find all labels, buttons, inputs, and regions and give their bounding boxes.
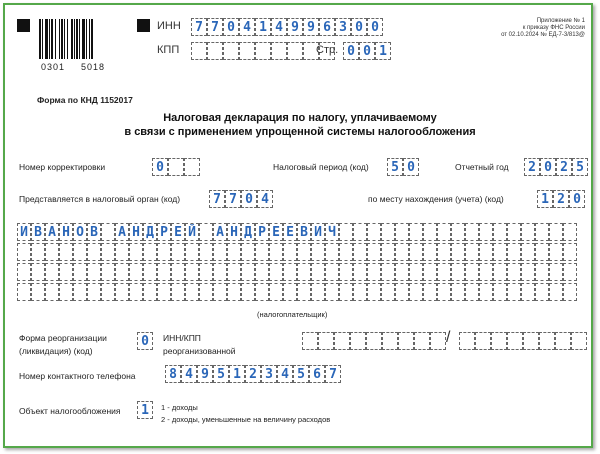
reorg-kpp-field[interactable]: [459, 332, 587, 350]
name-cell: [479, 283, 493, 301]
name-cell: [199, 283, 213, 301]
digit-cell: 4: [181, 365, 197, 383]
digit-cell: 3: [261, 365, 277, 383]
name-cell: А: [115, 223, 129, 241]
name-cell: [479, 243, 493, 261]
name-cell: [31, 243, 45, 261]
name-cell: [535, 263, 549, 281]
empty-cell: [366, 332, 382, 350]
name-cell: [227, 283, 241, 301]
name-cell: [241, 243, 255, 261]
name-cell: [563, 283, 577, 301]
digit-cell: 0: [343, 42, 359, 60]
name-cell: [297, 283, 311, 301]
name-cell: [325, 283, 339, 301]
name-cell: [451, 263, 465, 281]
empty-cell: [398, 332, 414, 350]
name-cell: [395, 283, 409, 301]
name-cell: А: [45, 223, 59, 241]
name-cell: [339, 283, 353, 301]
name-cell: [59, 283, 73, 301]
name-cell: [255, 283, 269, 301]
page-label: Стр.: [316, 44, 339, 56]
name-cell: [423, 223, 437, 241]
reorg-label-line2: (ликвидация) (код): [19, 346, 93, 356]
name-cell: [367, 223, 381, 241]
name-cell: Ч: [325, 223, 339, 241]
page-field[interactable]: [343, 42, 391, 60]
correction-field[interactable]: [152, 158, 200, 176]
knd-code: Форма по КНД 1152017: [37, 95, 133, 105]
inn-kpp-label-line1: ИНН/КПП: [163, 333, 201, 343]
digit-cell: 4: [239, 18, 255, 36]
name-cell: [409, 283, 423, 301]
name-cell: [521, 243, 535, 261]
name-cell: [353, 283, 367, 301]
name-cell: [297, 263, 311, 281]
name-cell: [451, 243, 465, 261]
name-cell: [535, 223, 549, 241]
name-cell: [437, 283, 451, 301]
name-cell: [269, 243, 283, 261]
name-cell: И: [17, 223, 31, 241]
digit-cell: 0: [569, 190, 585, 208]
name-cell: Р: [157, 223, 171, 241]
name-cell: [115, 263, 129, 281]
digit-cell: 0: [403, 158, 419, 176]
name-cell: [255, 243, 269, 261]
name-cell: [535, 283, 549, 301]
digit-cell: 7: [225, 190, 241, 208]
name-cell: [227, 263, 241, 281]
name-cell: [423, 263, 437, 281]
digit-cell: 1: [229, 365, 245, 383]
period-label: Налоговый период (код): [273, 162, 369, 172]
name-cell: [241, 283, 255, 301]
taxpayer-name-field[interactable]: [17, 223, 577, 303]
object-option-2: 2 - доходы, уменьшенные на величину расходов: [161, 415, 331, 424]
digit-cell: 2: [556, 158, 572, 176]
name-cell: [493, 283, 507, 301]
name-cell: [465, 223, 479, 241]
name-cell: В: [297, 223, 311, 241]
name-cell: [17, 283, 31, 301]
inn-kpp-label-line2: реорганизованной: [163, 346, 236, 356]
name-cell: [521, 223, 535, 241]
name-cell: [563, 223, 577, 241]
name-cell: [339, 243, 353, 261]
name-cell: [563, 243, 577, 261]
name-cell: [395, 223, 409, 241]
name-cell: [409, 243, 423, 261]
name-cell: Н: [59, 223, 73, 241]
name-grid-row: [17, 283, 577, 301]
name-cell: [409, 263, 423, 281]
digit-cell: 1: [537, 190, 553, 208]
name-cell: [213, 243, 227, 261]
digit-cell: 4: [257, 190, 273, 208]
period-field[interactable]: [387, 158, 419, 176]
name-cell: [423, 243, 437, 261]
reorg-inn-field[interactable]: [302, 332, 446, 350]
name-cell: [381, 243, 395, 261]
name-grid-row: [17, 243, 577, 261]
digit-cell: [255, 42, 271, 60]
digit-cell: 1: [255, 18, 271, 36]
name-cell: [535, 243, 549, 261]
appendix-line3: от 02.10.2024 № ЕД-7-3/813@: [501, 32, 585, 38]
name-cell: [87, 243, 101, 261]
digit-cell: [271, 42, 287, 60]
name-cell: [521, 283, 535, 301]
name-cell: [45, 243, 59, 261]
name-cell: [45, 263, 59, 281]
name-cell: [451, 283, 465, 301]
name-cell: [213, 283, 227, 301]
name-cell: [269, 263, 283, 281]
name-cell: [143, 283, 157, 301]
digit-cell: 6: [309, 365, 325, 383]
name-cell: [409, 223, 423, 241]
name-cell: [101, 283, 115, 301]
barcode: [39, 19, 115, 59]
name-cell: [255, 263, 269, 281]
empty-cell: [382, 332, 398, 350]
digit-cell: 2: [553, 190, 569, 208]
name-cell: [101, 243, 115, 261]
name-cell: [521, 263, 535, 281]
inn-label: ИНН: [157, 20, 181, 32]
name-cell: [283, 283, 297, 301]
name-cell: [199, 263, 213, 281]
object-option-1: 1 - доходы: [161, 403, 198, 412]
name-cell: [507, 243, 521, 261]
name-cell: [353, 243, 367, 261]
name-cell: [493, 223, 507, 241]
name-cell: [73, 263, 87, 281]
name-cell: А: [213, 223, 227, 241]
object-label: Объект налогообложения: [19, 406, 121, 416]
name-cell: [339, 223, 353, 241]
name-cell: [381, 223, 395, 241]
name-grid-row: [17, 223, 577, 241]
name-cell: [493, 263, 507, 281]
name-cell: [451, 223, 465, 241]
name-cell: [437, 243, 451, 261]
name-cell: [157, 243, 171, 261]
digit-cell: 7: [191, 18, 207, 36]
name-cell: [549, 243, 563, 261]
name-cell: [17, 263, 31, 281]
name-cell: [73, 243, 87, 261]
name-cell: [31, 283, 45, 301]
name-cell: Н: [129, 223, 143, 241]
name-cell: [311, 243, 325, 261]
name-cell: [465, 263, 479, 281]
name-cell: [465, 283, 479, 301]
digit-cell: 8: [165, 365, 181, 383]
digit-cell: [191, 42, 207, 60]
name-cell: Д: [143, 223, 157, 241]
empty-cell: [539, 332, 555, 350]
digit-cell: 9: [287, 18, 303, 36]
name-cell: [129, 243, 143, 261]
empty-cell: [414, 332, 430, 350]
name-cell: [367, 243, 381, 261]
empty-cell: [507, 332, 523, 350]
digit-cell: 9: [303, 18, 319, 36]
name-cell: В: [31, 223, 45, 241]
name-cell: [157, 283, 171, 301]
name-cell: [507, 263, 521, 281]
digit-cell: [168, 158, 184, 176]
name-cell: [395, 243, 409, 261]
empty-cell: [523, 332, 539, 350]
name-cell: [143, 243, 157, 261]
name-cell: [381, 283, 395, 301]
name-cell: [101, 263, 115, 281]
name-cell: [381, 263, 395, 281]
digit-cell: 0: [223, 18, 239, 36]
digit-cell: 0: [359, 42, 375, 60]
name-cell: О: [73, 223, 87, 241]
name-cell: Н: [227, 223, 241, 241]
location-field[interactable]: [537, 190, 585, 208]
digit-cell: 5: [293, 365, 309, 383]
authority-label: Представляется в налоговый орган (код): [19, 194, 181, 204]
empty-cell: [571, 332, 587, 350]
digit-cell: [239, 42, 255, 60]
location-label: по месту нахождения (учета) (код): [368, 194, 504, 204]
name-cell: [311, 283, 325, 301]
name-cell: Е: [269, 223, 283, 241]
inn-kpp-separator: /: [446, 329, 451, 346]
digit-cell: 6: [319, 18, 335, 36]
name-cell: [59, 243, 73, 261]
digit-cell: 1: [137, 401, 153, 419]
name-cell: [73, 283, 87, 301]
reorg-label-line1: Форма реорганизации: [19, 333, 107, 343]
digit-cell: 0: [241, 190, 257, 208]
name-cell: Е: [171, 223, 185, 241]
name-cell: [479, 223, 493, 241]
name-cell: [87, 263, 101, 281]
digit-cell: 2: [524, 158, 540, 176]
name-cell: Е: [283, 223, 297, 241]
name-cell: [115, 283, 129, 301]
name-cell: [507, 223, 521, 241]
digit-cell: 4: [271, 18, 287, 36]
name-cell: [31, 263, 45, 281]
digit-cell: 0: [137, 332, 153, 350]
name-cell: [549, 223, 563, 241]
name-cell: [283, 263, 297, 281]
name-cell: [339, 263, 353, 281]
digit-cell: 7: [325, 365, 341, 383]
name-cell: Д: [241, 223, 255, 241]
name-cell: [297, 243, 311, 261]
empty-cell: [302, 332, 318, 350]
digit-cell: 4: [277, 365, 293, 383]
digit-cell: [184, 158, 200, 176]
digit-cell: [207, 42, 223, 60]
empty-cell: [475, 332, 491, 350]
taxpayer-caption: (налогоплательщик): [257, 310, 328, 319]
reorg-field[interactable]: [137, 332, 153, 350]
name-cell: [325, 243, 339, 261]
name-cell: [493, 243, 507, 261]
name-cell: [353, 263, 367, 281]
name-cell: [87, 283, 101, 301]
empty-cell: [459, 332, 475, 350]
digit-cell: [287, 42, 303, 60]
title-line2: в связи с применением упрощенной системы налогообложения: [124, 126, 476, 138]
name-cell: [437, 263, 451, 281]
corner-marker-right: [137, 19, 150, 32]
digit-cell: [223, 42, 239, 60]
empty-cell: [555, 332, 571, 350]
name-cell: [185, 283, 199, 301]
name-cell: [395, 263, 409, 281]
name-cell: [171, 283, 185, 301]
barcode-number-right: 5018: [81, 62, 106, 72]
name-cell: И: [311, 223, 325, 241]
barcode-number-left: 0301: [41, 62, 66, 72]
kpp-label: КПП: [157, 44, 180, 56]
empty-cell: [318, 332, 334, 350]
name-cell: [549, 263, 563, 281]
name-cell: [367, 263, 381, 281]
appendix-line2: к приказу ФНС России: [522, 25, 585, 31]
name-cell: [507, 283, 521, 301]
empty-cell: [430, 332, 446, 350]
digit-cell: 7: [207, 18, 223, 36]
appendix-line1: Приложение № 1: [536, 18, 585, 24]
correction-label: Номер корректировки: [19, 162, 106, 172]
object-field[interactable]: [137, 401, 153, 419]
digit-cell: 9: [197, 365, 213, 383]
name-cell: [227, 243, 241, 261]
digit-cell: 5: [387, 158, 403, 176]
empty-cell: [334, 332, 350, 350]
name-cell: [115, 243, 129, 261]
name-cell: [465, 243, 479, 261]
name-cell: [185, 263, 199, 281]
empty-cell: [350, 332, 366, 350]
kpp-field[interactable]: [191, 42, 335, 60]
name-cell: [143, 263, 157, 281]
digit-cell: 0: [367, 18, 383, 36]
name-cell: [241, 263, 255, 281]
digit-cell: 0: [540, 158, 556, 176]
name-cell: [311, 263, 325, 281]
year-field[interactable]: [524, 158, 588, 176]
name-cell: [283, 243, 297, 261]
name-cell: [129, 263, 143, 281]
appendix-note: [460, 18, 585, 39]
corner-marker-left: [17, 19, 30, 32]
digit-cell: 2: [245, 365, 261, 383]
name-cell: [59, 263, 73, 281]
name-cell: [199, 223, 213, 241]
name-cell: [367, 283, 381, 301]
authority-field[interactable]: [209, 190, 273, 208]
name-cell: [325, 263, 339, 281]
declaration-form: [3, 3, 593, 448]
digit-cell: 0: [351, 18, 367, 36]
name-cell: [269, 283, 283, 301]
digit-cell: 0: [152, 158, 168, 176]
name-cell: [171, 243, 185, 261]
year-label: Отчетный год: [455, 162, 509, 172]
name-cell: В: [87, 223, 101, 241]
name-cell: [199, 243, 213, 261]
empty-cell: [491, 332, 507, 350]
digit-cell: 7: [209, 190, 225, 208]
name-cell: [353, 223, 367, 241]
digit-cell: 3: [335, 18, 351, 36]
name-cell: [129, 283, 143, 301]
name-cell: [479, 263, 493, 281]
name-cell: [157, 263, 171, 281]
phone-label: Номер контактного телефона: [19, 371, 136, 381]
digit-cell: 1: [375, 42, 391, 60]
name-cell: [549, 283, 563, 301]
name-cell: [171, 263, 185, 281]
name-cell: Р: [255, 223, 269, 241]
name-grid-row: [17, 263, 577, 281]
barcode-bar: [91, 19, 93, 59]
name-cell: [45, 283, 59, 301]
name-cell: [563, 263, 577, 281]
name-cell: [437, 223, 451, 241]
phone-field[interactable]: [165, 365, 341, 383]
inn-field[interactable]: [191, 18, 383, 36]
digit-cell: 5: [213, 365, 229, 383]
digit-cell: 5: [572, 158, 588, 176]
name-cell: [423, 283, 437, 301]
name-cell: Й: [185, 223, 199, 241]
title-line1: Налоговая декларация по налогу, уплачиваемому: [163, 112, 437, 124]
name-cell: [101, 223, 115, 241]
name-cell: [17, 243, 31, 261]
name-cell: [185, 243, 199, 261]
name-cell: [213, 263, 227, 281]
